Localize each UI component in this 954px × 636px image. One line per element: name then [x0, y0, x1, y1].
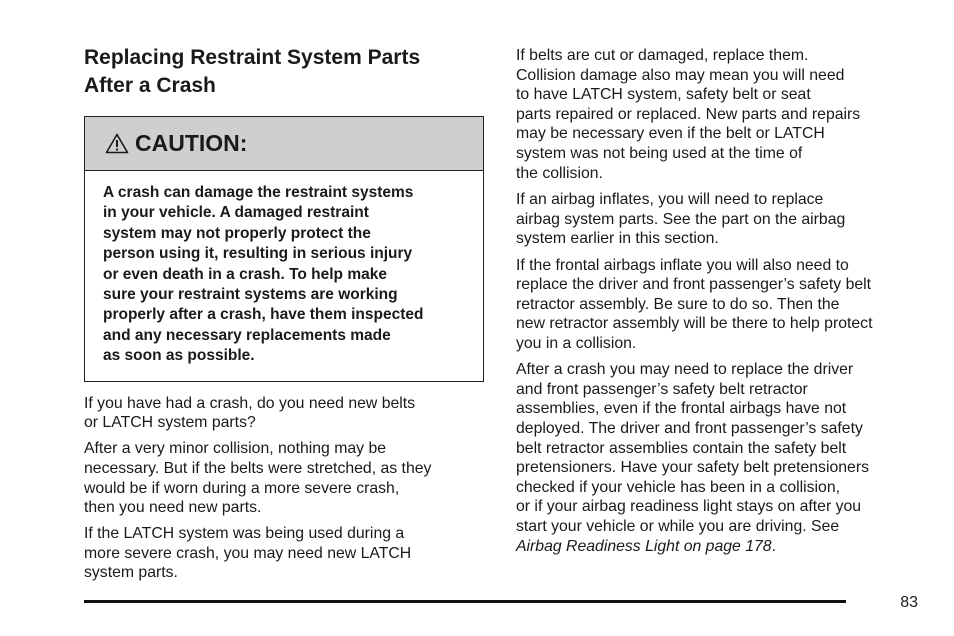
- text-line: or if your airbag readiness light stays on after you: [516, 498, 862, 516]
- right-column: [516, 46, 924, 563]
- text-line: If the LATCH system was being used during a: [84, 525, 405, 543]
- text-line: pretensioners. Have your safety belt pretensioners: [516, 459, 869, 477]
- text-line: parts repaired or replaced. New parts and repairs: [516, 105, 861, 123]
- text-line: or LATCH system parts?: [84, 414, 256, 432]
- caution-text: [85, 171, 483, 381]
- text-line: then you need new parts.: [84, 499, 262, 517]
- text-line: After a crash you may need to replace the driver: [516, 361, 854, 379]
- text-line: airbag system parts. See the part on the airbag: [516, 210, 846, 228]
- text-line: retractor assembly. Be sure to do so. Then the: [516, 295, 840, 313]
- text-line: replace the driver and front passenger’s safety belt: [516, 276, 872, 294]
- text-line: you in a collision.: [516, 334, 637, 352]
- text-line: belt retractor assemblies contain the safety belt: [516, 439, 847, 457]
- caution-box: [84, 116, 484, 382]
- caution-line: and any necessary replacements made: [103, 326, 391, 344]
- text-line: system was not being used at the time of: [516, 144, 803, 162]
- caution-line: as soon as possible.: [103, 347, 255, 365]
- text-line: new retractor assembly will be there to help protect: [516, 315, 873, 333]
- text-line: If you have had a crash, do you need new belts: [84, 394, 416, 412]
- text-line: to have LATCH system, safety belt or seat: [516, 86, 811, 104]
- text-line: and front passenger’s safety belt retractor: [516, 380, 808, 398]
- text-line: Collision damage also may mean you will need: [516, 66, 845, 84]
- text-line: system parts.: [84, 564, 178, 582]
- text-line: deployed. The driver and front passenger’s safety: [516, 420, 863, 438]
- paragraph: [516, 360, 924, 556]
- caution-line: sure your restraint systems are working: [103, 286, 398, 304]
- text-line: necessary. But if the belts were stretched, as they: [84, 459, 432, 477]
- xref-trailing-punctuation: .: [771, 537, 776, 555]
- caution-line: or even death in a crash. To help make: [103, 265, 387, 283]
- paragraph: [516, 190, 924, 249]
- paragraph: [516, 256, 924, 354]
- left-column: [84, 44, 486, 590]
- caution-header: [85, 117, 483, 171]
- text-line: After a very minor collision, nothing may be: [84, 440, 387, 458]
- text-line: assemblies, even if the frontal airbags have not: [516, 400, 847, 418]
- paragraph: [84, 439, 486, 517]
- caution-line: system may not properly protect the: [103, 224, 371, 242]
- section-heading: [84, 44, 486, 100]
- paragraph: [84, 524, 486, 583]
- caution-line: A crash can damage the restraint systems: [103, 184, 414, 201]
- page-number: 83: [900, 594, 918, 611]
- heading-line: After a Crash: [84, 74, 216, 97]
- warning-triangle-icon: [105, 133, 129, 154]
- paragraph: [516, 46, 924, 183]
- text-line: system earlier in this section.: [516, 230, 719, 248]
- caution-title: CAUTION:: [135, 130, 248, 156]
- footer-rule: [84, 600, 846, 603]
- text-line: more severe crash, you may need new LATCH: [84, 544, 412, 562]
- text-line: would be if worn during a more severe crash,: [84, 479, 400, 497]
- text-line: start your vehicle or while you are driving. See: [516, 518, 840, 536]
- caution-line: in your vehicle. A damaged restraint: [103, 204, 369, 222]
- caution-line: person using it, resulting in serious injury: [103, 245, 413, 263]
- heading-line: Replacing Restraint System Parts: [84, 46, 421, 69]
- text-line: If an airbag inflates, you will need to replace: [516, 190, 824, 208]
- cross-reference-link[interactable]: Airbag Readiness Light on page 178: [516, 537, 772, 555]
- text-line: the collision.: [516, 164, 603, 182]
- caution-line: properly after a crash, have them inspected: [103, 306, 424, 324]
- paragraph: [84, 394, 486, 433]
- text-line: If the frontal airbags inflate you will also need to: [516, 256, 849, 274]
- text-line: If belts are cut or damaged, replace them.: [516, 47, 809, 64]
- text-line: may be necessary even if the belt or LATCH: [516, 125, 825, 143]
- text-line: checked if your vehicle has been in a collision,: [516, 478, 841, 496]
